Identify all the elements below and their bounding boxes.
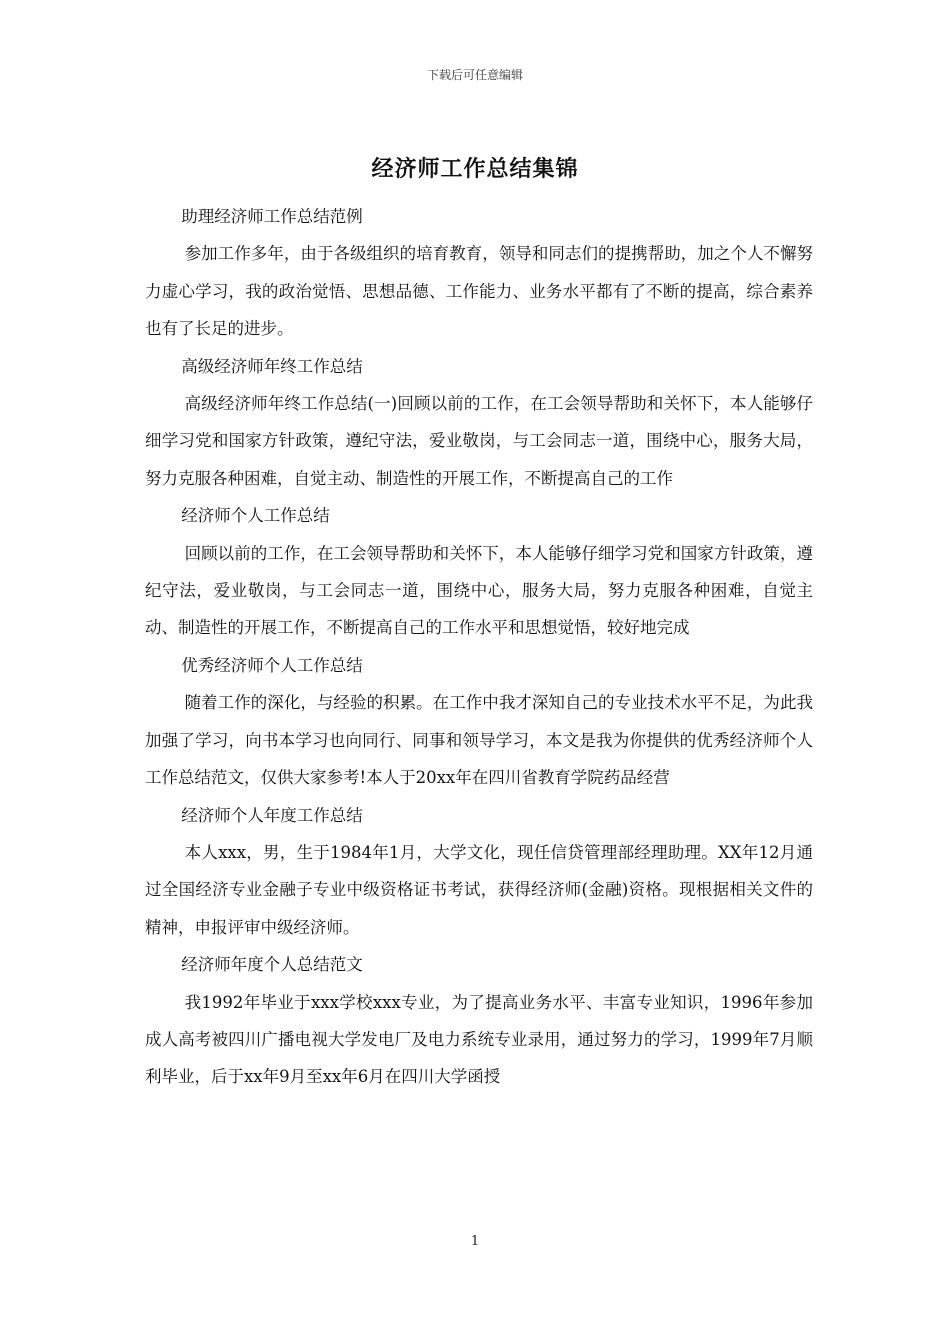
section-paragraph: 随着工作的深化，与经验的积累。在工作中我才深知自己的专业技术水平不足，为此我加强了学习，向书本学习也向同行、同事和领导学习，本文是我为你提供的优秀经济师个人工作总结范文，仅供大家参考!本人于20xx年在四川省教育学院药品经营 bbox=[145, 693, 813, 788]
section-heading: 助理经济师工作总结范例 bbox=[181, 207, 363, 226]
section-heading: 优秀经济师个人工作总结 bbox=[181, 655, 363, 675]
section-paragraph: 高级经济师年终工作总结(一)回顾以前的工作，在工会领导帮助和关怀下，本人能够仔细学习党和国家方针政策，遵纪守法，爱业敬岗，与工会同志一道，围绕中心，服务大局，努力克服各种困难，自觉主动、制造性的开展工作，不断提高自己的工作 bbox=[145, 394, 813, 488]
section-heading: 经济师个人年度工作总结 bbox=[181, 805, 363, 825]
section-paragraph: 参加工作多年，由于各级组织的培育教育，领导和同志们的提携帮助，加之个人不懈努力虚心学习，我的政治觉悟、思想品德、工作能力、业务水平都有了不断的提高，综合素养也有了长足的进步。 bbox=[145, 244, 813, 339]
document-body bbox=[145, 198, 813, 1096]
header-note: 下载后可任意编辑 bbox=[426, 68, 523, 82]
page-number: 1 bbox=[470, 1234, 480, 1249]
section-heading: 高级经济师年终工作总结 bbox=[181, 356, 363, 376]
section-heading: 经济师年度个人总结范文 bbox=[181, 955, 363, 975]
section-paragraph: 回顾以前的工作，在工会领导帮助和关怀下，本人能够仔细学习党和国家方针政策，遵纪守法，爱业敬岗，与工会同志一道，围绕中心，服务大局，努力克服各种困难，自觉主动、制造性的开展工作，不断提高自己的工作水平和思想觉悟，较好地完成 bbox=[145, 543, 813, 638]
section-heading: 经济师个人工作总结 bbox=[181, 506, 330, 526]
section-paragraph: 本人xxx，男，生于1984年1月，大学文化，现任信贷管理部经理助理。XX年12月通过全国经济专业金融子专业中级资格证书考试，获得经济师(金融)资格。现根据相关文件的精神，申报评审中级经济师。 bbox=[145, 842, 813, 937]
section-paragraph: 我1992年毕业于xxx学校xxx专业，为了提高业务水平、丰富专业知识，1996年参加成人高考被四川广播电视大学发电厂及电力系统专业录用，通过努力的学习，1999年7月顺利毕业，后于xx年9月至xx年6月在四川大学函授 bbox=[145, 992, 813, 1087]
document-title: 经济师工作总结集锦 bbox=[371, 157, 579, 182]
